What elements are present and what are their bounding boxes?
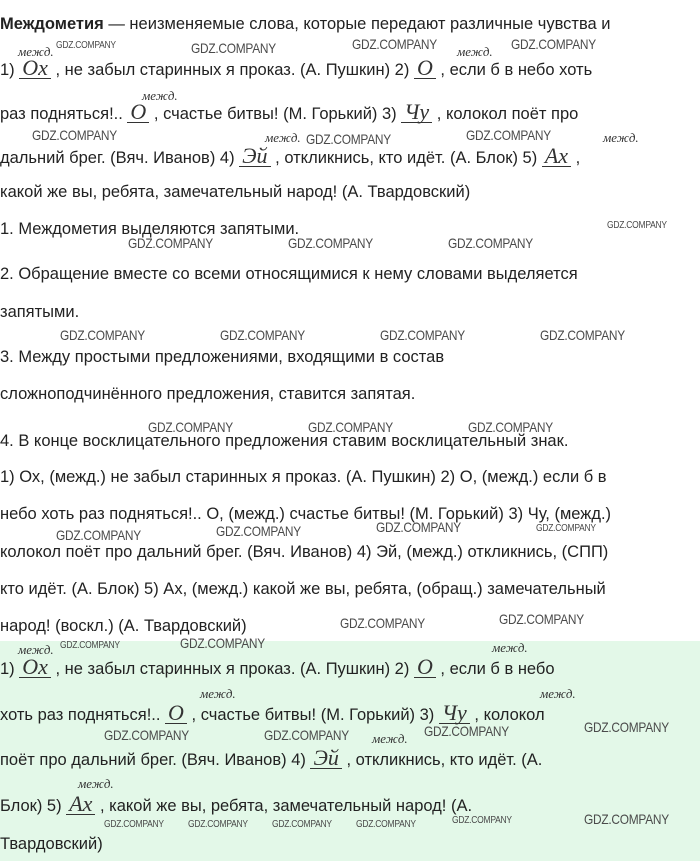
- rule-line: 2. Обращение вместе со всеми относящимися к нему словами выделяется: [0, 265, 578, 283]
- text: , счастье битвы! (М. Горький) 3): [149, 105, 402, 123]
- text: , колокол: [469, 706, 545, 724]
- text: , не забыл старинных я проказ. (А. Пушкин) 2): [50, 660, 414, 678]
- interjection-mark: межд.: [372, 731, 408, 746]
- watermark: GDZ.COMPANY: [180, 635, 265, 651]
- watermark: GDZ.COMPANY: [352, 36, 437, 52]
- text: , если б в небо: [435, 660, 555, 678]
- text: ,: [571, 149, 581, 167]
- interjection-word: О: [414, 657, 436, 678]
- watermark: GDZ.COMPANY: [540, 327, 625, 343]
- text: , откликнись, кто идёт. (А.: [341, 751, 543, 769]
- interjection-word: О: [414, 58, 436, 79]
- watermark: GDZ.COMPANY: [424, 723, 509, 739]
- watermark: GDZ.COMPANY: [340, 615, 425, 631]
- definition-line: [0, 14, 611, 34]
- watermark: GDZ.COMPANY: [499, 611, 584, 627]
- analysis-line: колокол поёт про дальний брег. (Вяч. Иванов) 4) Эй, (межд.) откликнись, (СПП): [0, 543, 609, 561]
- exercise-line: [0, 700, 545, 725]
- watermark: GDZ.COMPANY: [511, 36, 596, 52]
- watermark: GDZ.COMPANY: [104, 819, 164, 830]
- watermark: GDZ.COMPANY: [264, 727, 349, 743]
- text: Блок) 5): [0, 797, 67, 815]
- interjection-mark: межд.: [18, 642, 54, 657]
- interjection-word: Ах: [542, 146, 571, 167]
- watermark: GDZ.COMPANY: [216, 523, 301, 539]
- interjection-mark: межд.: [457, 44, 493, 59]
- watermark: GDZ.COMPANY: [272, 819, 332, 830]
- analysis-line: народ! (воскл.) (А. Твардовский): [0, 617, 247, 635]
- watermark: GDZ.COMPANY: [452, 815, 512, 826]
- interjection-word: Эй: [239, 146, 270, 167]
- watermark: GDZ.COMPANY: [60, 640, 120, 651]
- exercise-line: какой же вы, ребята, замечательный народ! (А. Твардовский): [0, 183, 471, 201]
- watermark: GDZ.COMPANY: [188, 819, 248, 830]
- rule-line: 4. В конце восклицательного предложения ставим восклицательный знак.: [0, 432, 569, 450]
- interjection-word: Ох: [19, 657, 51, 678]
- interjection-word: О: [165, 703, 187, 724]
- watermark: GDZ.COMPANY: [466, 127, 551, 143]
- heading-text: — неизменяемые слова, которые передают различные чувства и: [103, 15, 611, 33]
- rule-line: запятыми.: [0, 303, 80, 321]
- watermark: GDZ.COMPANY: [288, 235, 373, 251]
- rule-line: 1. Междометия выделяются запятыми.: [0, 220, 300, 238]
- rule-line: сложноподчинённого предложения, ставится запятая.: [0, 385, 416, 403]
- exercise-line: [0, 791, 473, 816]
- watermark: GDZ.COMPANY: [104, 727, 189, 743]
- watermark: GDZ.COMPANY: [376, 519, 461, 535]
- watermark: GDZ.COMPANY: [584, 811, 669, 827]
- text: , не забыл старинных я проказ. (А. Пушкин) 2): [50, 61, 414, 79]
- interjection-word: Эй: [310, 748, 341, 769]
- exercise-line: [0, 745, 543, 770]
- interjection-mark: межд.: [200, 686, 236, 701]
- analysis-line: небо хоть раз подняться!.. О, (межд.) счастье битвы! (М. Горький) 3) Чу, (межд.): [0, 505, 612, 523]
- exercise-line: [0, 143, 581, 168]
- text: , если б в небо хоть: [435, 61, 593, 79]
- watermark: GDZ.COMPANY: [536, 523, 596, 534]
- text: , откликнись, кто идёт. (А. Блок) 5): [270, 149, 542, 167]
- exercise-line: Твардовский): [0, 835, 103, 853]
- analysis-line: кто идёт. (А. Блок) 5) Ах, (межд.) какой же вы, ребята, (обращ.) замечательный: [0, 580, 606, 598]
- text: дальний брег. (Вяч. Иванов) 4): [0, 149, 240, 167]
- exercise-line: [0, 654, 555, 679]
- text: поёт про дальний брег. (Вяч. Иванов) 4): [0, 751, 311, 769]
- interjection-mark: межд.: [540, 686, 576, 701]
- interjection-word: Ох: [19, 58, 51, 79]
- watermark: GDZ.COMPANY: [128, 235, 213, 251]
- watermark: GDZ.COMPANY: [308, 419, 393, 435]
- text: , какой же вы, ребята, замечательный народ! (А.: [95, 797, 473, 815]
- watermark: GDZ.COMPANY: [220, 327, 305, 343]
- watermark: GDZ.COMPANY: [148, 419, 233, 435]
- text: 1): [0, 660, 20, 678]
- watermark: GDZ.COMPANY: [32, 127, 117, 143]
- text: , счастье битвы! (М. Горький) 3): [186, 706, 439, 724]
- interjection-mark: межд.: [492, 640, 528, 655]
- watermark: GDZ.COMPANY: [356, 819, 416, 830]
- rule-line: 3. Между простыми предложениями, входящими в состав: [0, 348, 445, 366]
- interjection-word: Ах: [66, 794, 95, 815]
- interjection-word: Чу: [401, 102, 432, 123]
- exercise-line: [0, 55, 593, 80]
- interjection-mark: межд.: [18, 44, 54, 59]
- watermark: GDZ.COMPANY: [306, 131, 391, 147]
- watermark: GDZ.COMPANY: [584, 719, 669, 735]
- watermark: GDZ.COMPANY: [60, 327, 145, 343]
- interjection-word: О: [127, 102, 149, 123]
- heading-term: Междометия: [0, 15, 104, 33]
- interjection-mark: межд.: [603, 130, 639, 145]
- interjection-mark: межд.: [78, 776, 114, 791]
- text: раз подняться!..: [0, 105, 128, 123]
- interjection-mark: межд.: [265, 130, 301, 145]
- watermark: GDZ.COMPANY: [380, 327, 465, 343]
- watermark: GDZ.COMPANY: [56, 40, 116, 51]
- watermark: GDZ.COMPANY: [56, 527, 141, 543]
- watermark: GDZ.COMPANY: [607, 220, 667, 231]
- interjection-mark: межд.: [142, 88, 178, 103]
- watermark: GDZ.COMPANY: [448, 235, 533, 251]
- watermark: GDZ.COMPANY: [191, 40, 276, 56]
- analysis-line: 1) Ох, (межд.) не забыл старинных я проказ. (А. Пушкин) 2) О, (межд.) если б в: [0, 468, 607, 486]
- exercise-line: [0, 99, 579, 124]
- watermark: GDZ.COMPANY: [468, 419, 553, 435]
- text: 1): [0, 61, 20, 79]
- text: , колокол поёт про: [432, 105, 579, 123]
- interjection-word: Чу: [439, 703, 470, 724]
- text: хоть раз подняться!..: [0, 706, 166, 724]
